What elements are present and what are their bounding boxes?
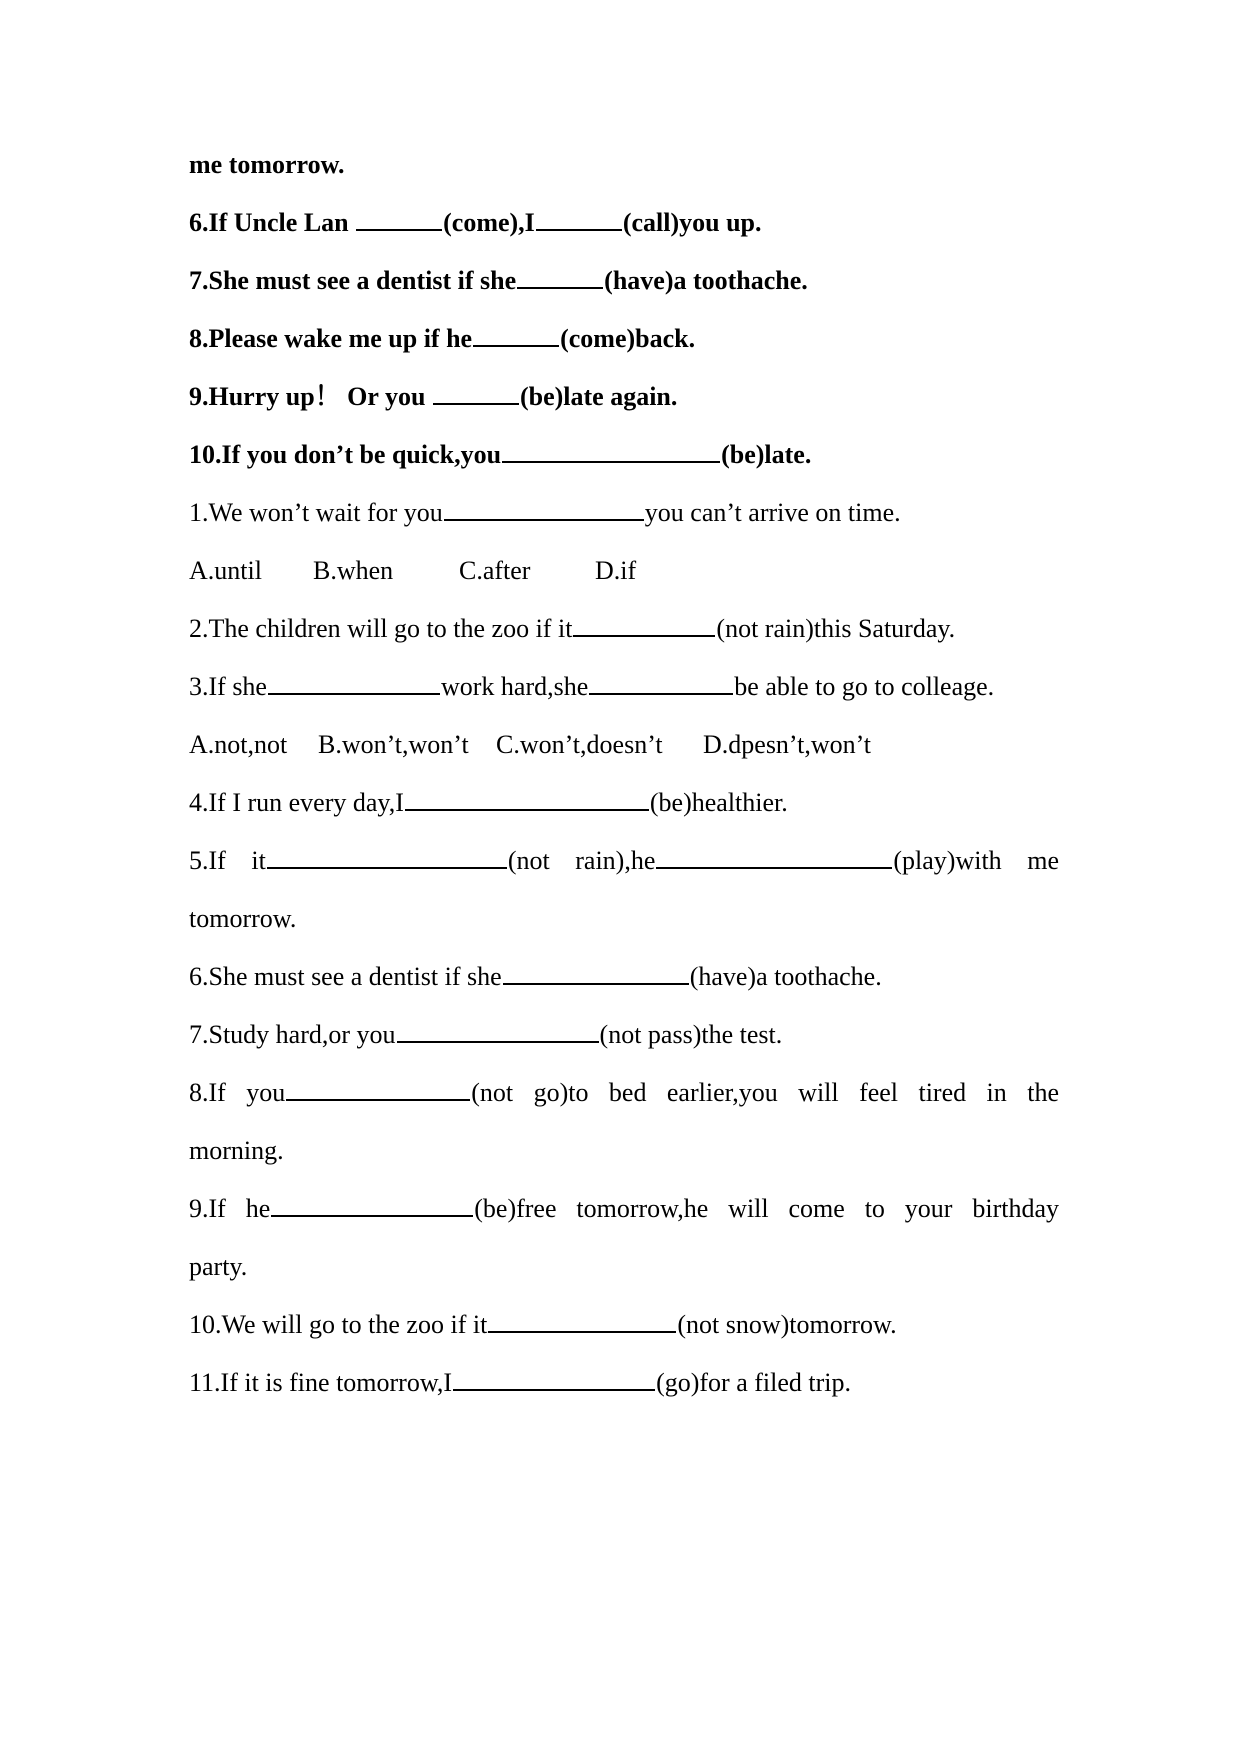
answer-blank xyxy=(453,1367,655,1391)
bold-exercise-line xyxy=(189,438,1059,472)
exercise-text: 3.If she xyxy=(189,672,267,701)
answer-blank xyxy=(271,1193,473,1217)
exercise-text: 6.If Uncle Lan xyxy=(189,208,356,237)
exercise-text: (have)a toothache. xyxy=(689,962,882,991)
exercise-text: 5.If it xyxy=(189,846,266,875)
exercise-text: 7.Study hard,or you xyxy=(189,1020,396,1049)
answer-blank xyxy=(397,1019,599,1043)
answer-option: A.until xyxy=(189,556,262,585)
exercise-text: 11.If it is fine tomorrow,I xyxy=(189,1368,453,1397)
exercise-text: 10.We will go to the zoo if it xyxy=(189,1310,488,1339)
exercise-text: 9.Hurry up！ Or you xyxy=(189,382,432,411)
exercise-text: (not rain)this Saturday. xyxy=(716,614,956,643)
exercise-text: (not snow)tomorrow. xyxy=(677,1310,897,1339)
exercise-text: (call)you up. xyxy=(622,208,762,237)
answer-blank xyxy=(589,671,733,695)
exercise-text: tomorrow. xyxy=(189,904,297,933)
exercise-line xyxy=(189,1134,1059,1168)
answer-option: B.when xyxy=(313,556,394,585)
exercise-text: (play)with me xyxy=(893,846,1059,875)
bold-exercise-line xyxy=(189,264,1059,298)
answer-blank xyxy=(267,845,507,869)
exercise-text: (be)free tomorrow,he will come to your birthday xyxy=(474,1194,1059,1223)
answer-option: D.dpesn’t,won’t xyxy=(703,730,872,759)
exercise-text: (come)back. xyxy=(560,324,696,353)
exercise-text: (be)late again. xyxy=(519,382,678,411)
exercise-text: (not go)to bed earlier,you will feel tired in the xyxy=(471,1078,1059,1107)
answer-blank xyxy=(517,265,603,289)
bold-exercise-line xyxy=(189,322,1059,356)
exercise-line xyxy=(189,612,1059,646)
exercise-line xyxy=(189,1018,1059,1052)
exercise-text: 8.If you xyxy=(189,1078,286,1107)
answer-option: A.not,not xyxy=(189,730,288,759)
answer-blank xyxy=(473,323,559,347)
exercise-line xyxy=(189,1308,1059,1342)
answer-blank xyxy=(656,845,892,869)
answer-blank xyxy=(405,787,649,811)
exercise-line xyxy=(189,1250,1059,1284)
exercise-text: (be)late. xyxy=(721,440,812,469)
exercise-line xyxy=(189,786,1059,820)
exercise-text: (come),I xyxy=(443,208,535,237)
answer-blank xyxy=(356,207,442,231)
exercise-line xyxy=(189,1076,1059,1110)
bold-exercise-line xyxy=(189,148,1059,182)
exercise-line xyxy=(189,670,1059,704)
answer-blank xyxy=(503,961,689,985)
exercise-text: (not rain),he xyxy=(507,846,656,875)
exercise-text: morning. xyxy=(189,1136,284,1165)
exercise-line xyxy=(189,1366,1059,1400)
exercise-text: (go)for a filed trip. xyxy=(656,1368,852,1397)
exercise-text: 9.If he xyxy=(189,1194,271,1223)
bold-exercise-line xyxy=(189,380,1059,414)
answer-blank xyxy=(502,439,720,463)
answer-option: C.after xyxy=(459,556,531,585)
exercise-text: (have)a toothache. xyxy=(604,266,808,295)
exercise-text: 7.She must see a dentist if she xyxy=(189,266,517,295)
exercise-text: (be)healthier. xyxy=(649,788,788,817)
exercise-text: 10.If you don’t be quick,you xyxy=(189,440,502,469)
answer-blank xyxy=(488,1309,676,1333)
exercise-text: party. xyxy=(189,1252,248,1281)
exercise-line xyxy=(189,496,1059,530)
exercise-line xyxy=(189,844,1059,878)
exercise-line xyxy=(189,960,1059,994)
exercise-text: 2.The children will go to the zoo if it xyxy=(189,614,573,643)
answer-blank xyxy=(286,1077,470,1101)
exercise-text: 8.Please wake me up if he xyxy=(189,324,473,353)
answer-option: C.won’t,doesn’t xyxy=(496,730,663,759)
exercise-text: work hard,she xyxy=(440,672,589,701)
exercise-text: (not pass)the test. xyxy=(599,1020,783,1049)
answer-blank xyxy=(433,381,519,405)
exercise-text: 4.If I run every day,I xyxy=(189,788,404,817)
answer-blank xyxy=(536,207,622,231)
answer-blank xyxy=(573,613,715,637)
exercise-line xyxy=(189,1192,1059,1226)
answer-blank xyxy=(444,497,644,521)
exercise-line xyxy=(189,902,1059,936)
answer-option: D.if xyxy=(595,556,637,585)
exercise-text: 6.She must see a dentist if she xyxy=(189,962,502,991)
exercise-text: you can’t arrive on time. xyxy=(644,498,901,527)
bold-exercise-line xyxy=(189,206,1059,240)
exercise-text: 1.We won’t wait for you xyxy=(189,498,443,527)
answer-option: B.won’t,won’t xyxy=(318,730,469,759)
exercise-text: me tomorrow. xyxy=(189,150,345,179)
exercise-text: be able to go to colleage. xyxy=(734,672,995,701)
answer-blank xyxy=(268,671,440,695)
